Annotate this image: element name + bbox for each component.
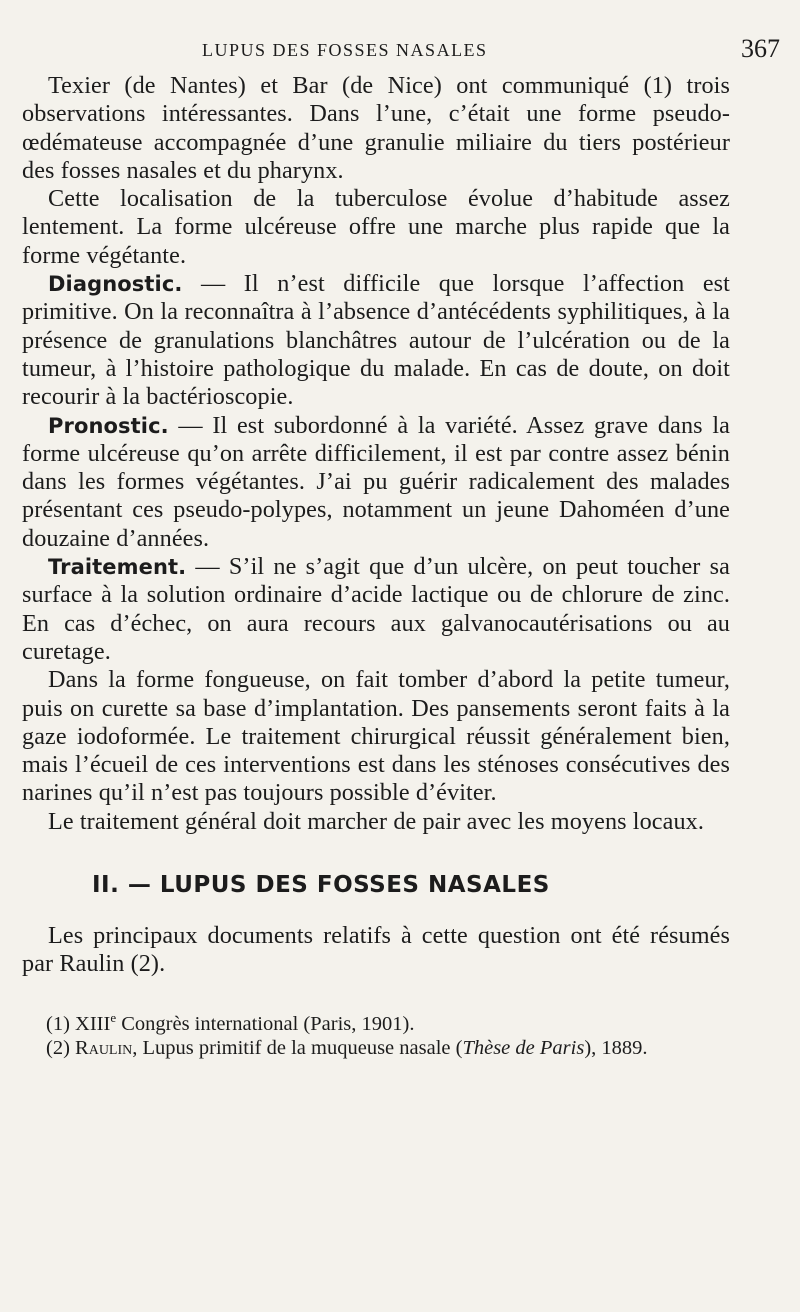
page-number: 367 (741, 34, 780, 63)
footnote-1-prefix: (1) XIII (46, 1012, 111, 1035)
footnotes (22, 1005, 730, 1062)
pronostic-text: — Il est subordonné à la variété. Assez grave dans la forme ulcéreuse qu’on arrête difficilement, il est par contre assez bénin dans les formes végétantes. J’ai pu guérir radicalement des malades présentant ces pseudo-polypes, notamment un jeune Dahoméen d’une douzaine d’années. (22, 411, 730, 552)
footnote-2 (22, 1036, 730, 1061)
traitement-label: Traitement. (48, 555, 187, 580)
paragraph-forme-fongueuse: Dans la forme fongueuse, on fait tomber d’abord la petite tumeur, puis on curette sa base d’implantation. Des pansements seront faits à la gaze iodoformée. Le traitement chirurgical réussit généralement bien, mais l’écueil de ces interventions est dans les sténoses consécutives des narines qu’il n’est pas toujours possible d’éviter. (22, 666, 730, 807)
paragraph-traitement (22, 553, 730, 666)
footnote-2-title: Thèse de Paris (462, 1037, 585, 1060)
body-text (22, 72, 730, 979)
pronostic-label: Pronostic. (48, 413, 169, 438)
paragraph-texier-bar: Texier (de Nantes) et Bar (de Nice) ont communiqué (1) trois observations intéressantes. Dans l’une, c’était une forme pseudo-œdémateuse accompagnée d’une granulie miliaire du tiers postérieur des fosses nasales et du pharynx. (22, 72, 730, 184)
footnote-2-end: ), 1889. (584, 1037, 648, 1060)
running-head (202, 32, 780, 72)
footnote-2-prefix: (2) (46, 1037, 76, 1060)
paragraph-pronostic (22, 412, 730, 553)
running-title: LUPUS DES FOSSES NASALES (202, 40, 488, 60)
footnote-1-sup: e (110, 1009, 117, 1025)
paragraph-documents: Les principaux documents relatifs à cette question ont été résumés par Raulin (2). (22, 922, 730, 978)
footnote-2-text: , Lupus primitif de la muqueuse nasale ( (132, 1037, 463, 1060)
diagnostic-text: — Il n’est difficile que lorsque l’affection est primitive. On la reconnaîtra à l’absence d’antécédents syphilitiques, à la présence de granulations blanchâtres autour de l’ulcération ou de la tumeur, à l’histoire pathologique du malade. En cas de doute, on doit recourir à la bactérioscopie. (22, 270, 730, 411)
footnote-2-author: Raulin (75, 1037, 133, 1060)
footnote-1-text: Congrès international (Paris, 1901). (116, 1012, 415, 1035)
paragraph-diagnostic (22, 270, 730, 411)
section-heading: II. — LUPUS DES FOSSES NASALES (92, 872, 550, 899)
paragraph-traitement-general: Le traitement général doit marcher de pair avec les moyens locaux. (48, 807, 705, 835)
footnote-1 (22, 1005, 730, 1037)
paragraph-evolution: Cette localisation de la tuberculose évolue d’habitude assez lentement. La forme ulcéreuse offre une marche plus rapide que la forme végétante. (22, 185, 730, 269)
traitement-text: — S’il ne s’agit que d’un ulcère, on peut toucher sa surface à la solution ordinaire d’acide lactique ou de chlorure de zinc. En cas d’échec, on aura recours aux galvanocautérisations ou au curetage. (22, 553, 730, 665)
diagnostic-label: Diagnostic. (48, 272, 183, 297)
